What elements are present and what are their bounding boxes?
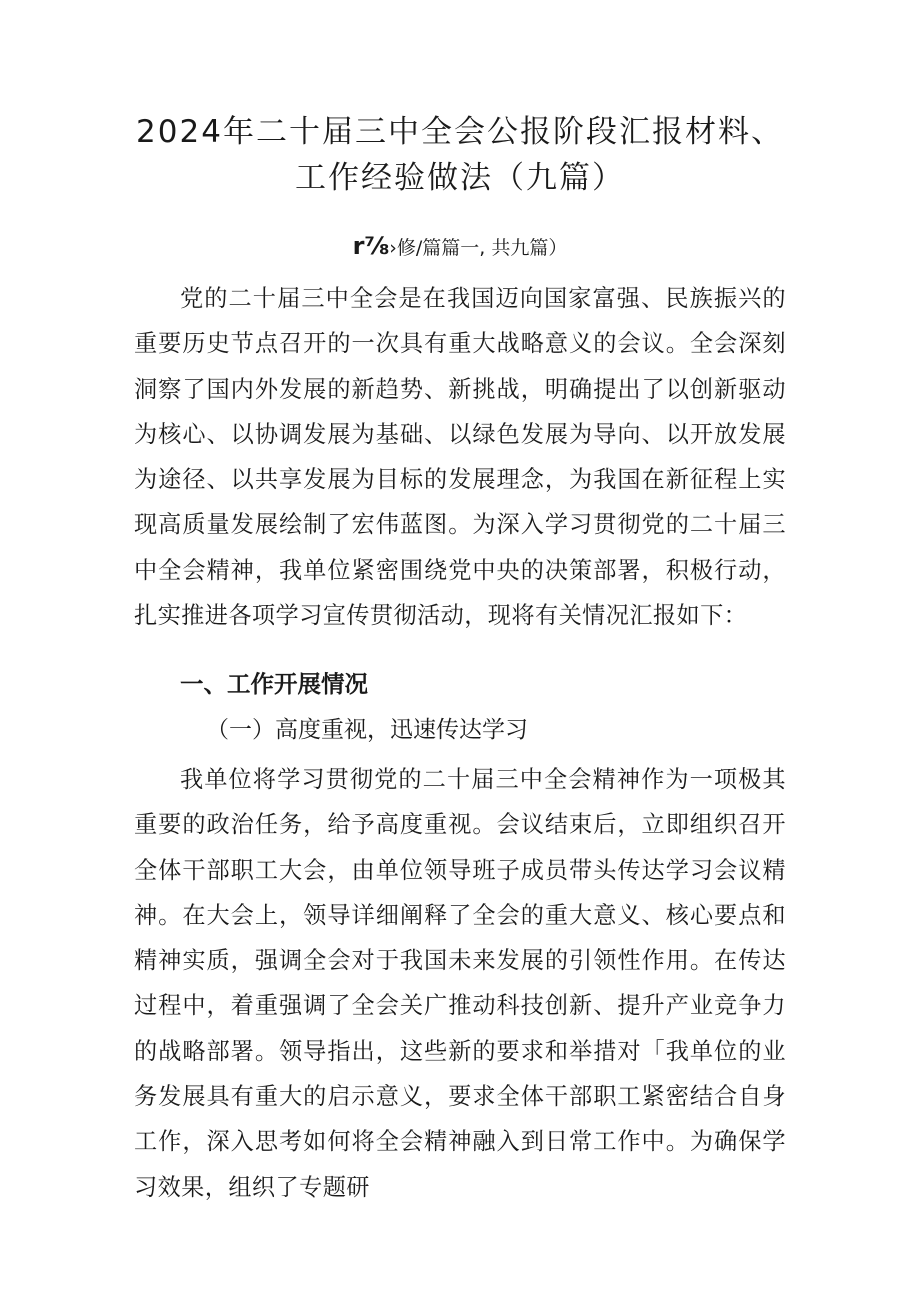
- section-heading-1: 一、工作开展情况: [180, 670, 368, 698]
- document-subtitle: [0, 229, 920, 265]
- subtitle-lead: r⅞: [352, 232, 390, 260]
- document-title-line-1: 2024年二十届三中全会公报阶段汇报材料、: [136, 114, 784, 150]
- body-paragraph-2: 我单位将学习贯彻党的二十届三中全会精神作为一项极其重要的政治任务，给予高度重视。会议结束后，立即组织召开全体干部职工大会，由单位领导班子成员带头传达学习会议精神。在大会上，领导详细阐释了全会的重大意义、核心要点和精神实质，强调全会对于我国未来发展的引领性作用。在传达过程中，着重强调了全会关广推动科技创新、提升产业竞争力的战略部署。领导指出，这些新的要求和举措对「我单位的业务发展具有重大的启示意义，要求全体干部职工紧密结合自身工作，深入思考如何将全会精神融入到日常工作中。为确保学习效果，组织了专题研: [134, 766, 786, 1201]
- subtitle-rest: ›修/篇篇一, 共九篇）: [389, 237, 568, 259]
- subsection-heading-1: （一）高度重视，迅速传达学习: [206, 717, 528, 743]
- document-title-line-2: 工作经验做法（九篇）: [295, 160, 625, 196]
- body-paragraph-1: 党的二十届三中全会是在我国迈向国家富强、民族振兴的重要历史节点召开的一次具有重大战略意义的会议。全会深刻洞察了国内外发展的新趋势、新挑战，明确提出了以创新驱动为核心、以协调发展为基础、以绿色发展为导向、以开放发展为途径、以共享发展为目标的发展理念，为我国在新征程上实现高质量发展绘制了宏伟蓝图。为深入学习贯彻党的二十届三中全会精神，我单位紧密围绕党中央的决策部署，积极行动，扎实推进各项学习宣传贯彻活动，现将有关情况汇报如下：: [134, 285, 786, 630]
